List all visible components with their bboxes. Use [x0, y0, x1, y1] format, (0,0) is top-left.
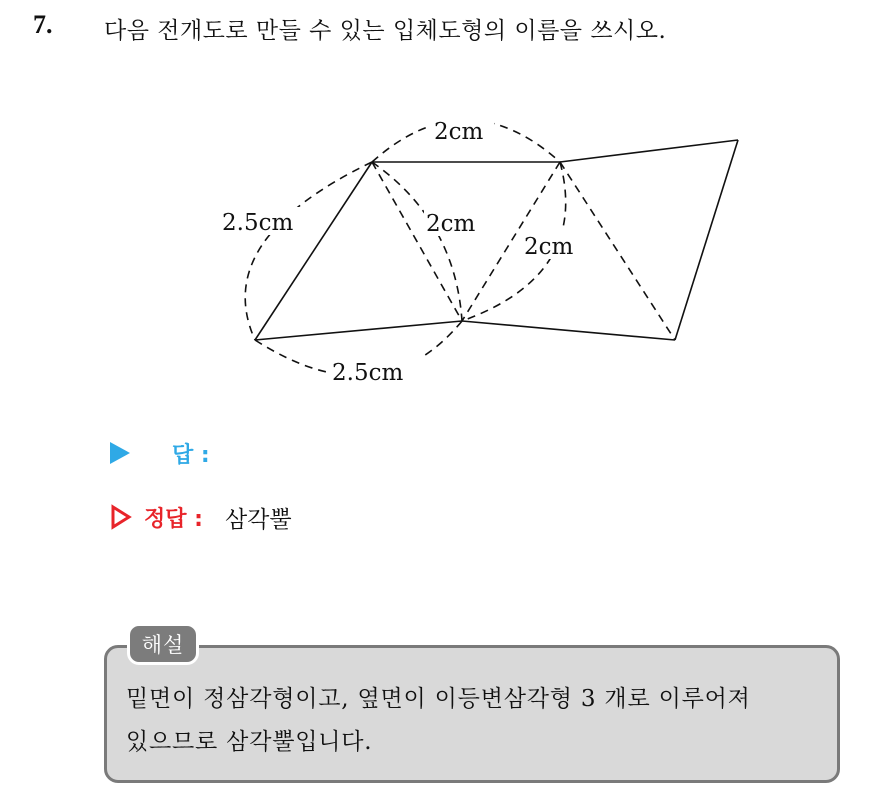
edge-right-top: [560, 140, 738, 162]
edge-bottom-left: [255, 321, 462, 340]
edge-bottom-right: [462, 321, 675, 340]
label-top: 2cm: [434, 119, 484, 145]
arc-left: [245, 162, 372, 340]
label-inner-left: 2cm: [426, 211, 476, 237]
answer-label: 답 :: [172, 442, 210, 468]
explanation-text: [126, 678, 830, 764]
solution-row: [110, 500, 292, 534]
question-number: 7.: [33, 10, 53, 39]
solution-value: 삼각뿔: [224, 506, 292, 533]
fold-left-inner: [372, 162, 462, 321]
solution-label: 정답 :: [144, 506, 203, 532]
question-text: 다음 전개도로 만들 수 있는 입체도형의 이름을 쓰시오.: [104, 18, 667, 44]
answer-row: [110, 438, 210, 468]
net-figure: [210, 110, 770, 400]
play-arrow-icon: [110, 442, 130, 464]
outline-play-arrow-icon: [110, 504, 132, 530]
label-inner-right: 2cm: [524, 234, 574, 260]
label-left: 2.5cm: [222, 210, 294, 236]
edge-right-outer: [675, 140, 738, 340]
edge-left-outer: [255, 162, 372, 340]
explanation-line-1: 밑면이 정삼각형이고, 옆면이 이등변삼각형 3 개로 이루어져: [126, 686, 751, 712]
explanation-tab: 해설: [127, 623, 199, 665]
explanation-line-2: 있으므로 삼각뿔입니다.: [126, 729, 373, 755]
label-bottom: 2.5cm: [332, 360, 404, 386]
